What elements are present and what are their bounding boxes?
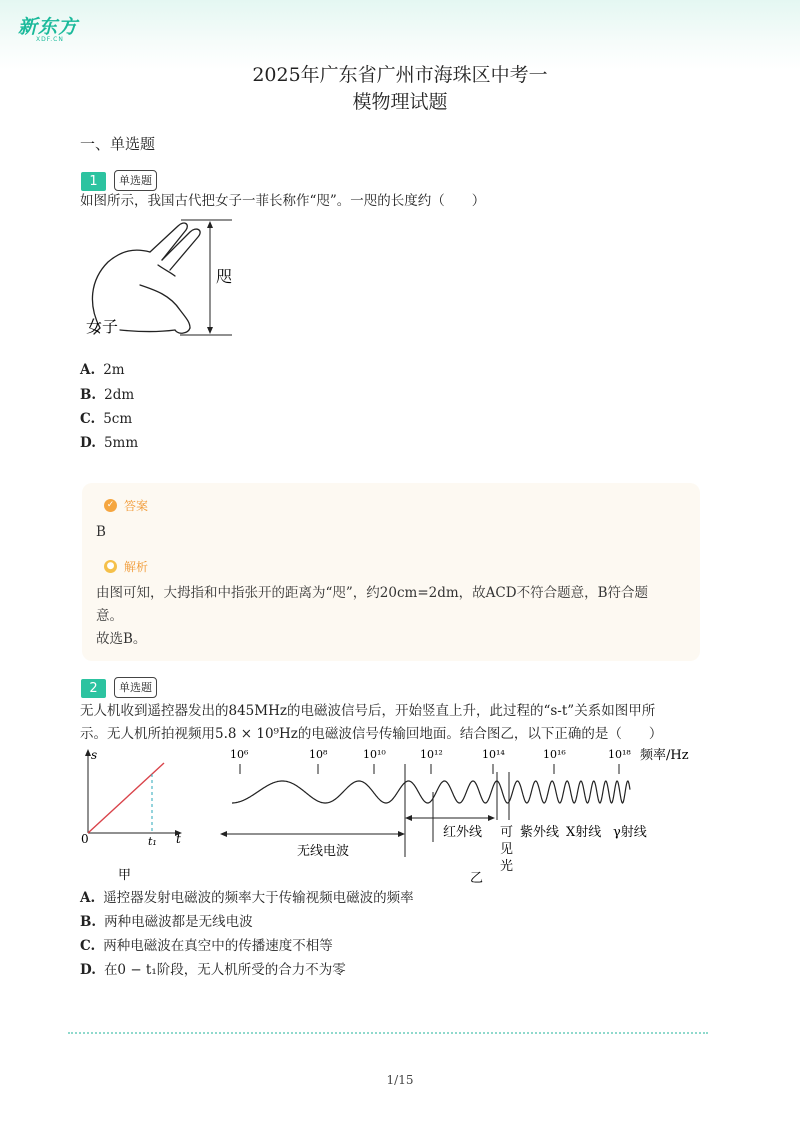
- analysis-line: 意。: [96, 608, 123, 624]
- option-letter: D.: [80, 962, 96, 978]
- infrared-label: 红外线: [443, 825, 483, 840]
- s-axis-label: s: [91, 748, 98, 762]
- freq-label: 10¹⁶: [543, 748, 566, 761]
- option-text: 在0 − t₁阶段，无人机所受的合力不为零: [103, 962, 346, 978]
- freq-label: 10⁸: [309, 748, 328, 761]
- option-text: 2m: [103, 362, 125, 378]
- question-number-badge: 2: [81, 679, 106, 698]
- option-letter: C.: [80, 411, 96, 427]
- analysis-line: 由图可知，大拇指和中指张开的距离为“咫”，约20cm=2dm，故ACD不符合题意，B符合题: [96, 585, 649, 601]
- option-letter: C.: [80, 938, 96, 954]
- t-axis-label: t: [176, 832, 181, 846]
- answer-panel: [82, 483, 700, 661]
- option-c[interactable]: [80, 409, 132, 429]
- question-stem: 如图所示，我国古代把女子一菲长称作“咫”。一咫的长度约（ ）: [80, 193, 486, 209]
- question-stem-line: 无人机收到遥控器发出的845MHz的电磁波信号后，开始竖直上升，此过程的“s-t”关系如图甲所: [80, 703, 656, 719]
- paper-title-line2: 模物理试题: [352, 91, 448, 113]
- option-text: 两种电磁波都是无线电波: [104, 914, 253, 930]
- woman-label: 女子: [86, 317, 119, 336]
- option-text: 2dm: [104, 387, 135, 403]
- page-divider: [68, 1032, 708, 1034]
- section-heading: 一、单选题: [80, 135, 156, 153]
- lightbulb-icon: ●: [104, 560, 117, 573]
- logo-text: 新东方: [18, 16, 79, 38]
- visible-light-label: 光: [500, 859, 514, 874]
- question-type-tag: 单选题: [114, 677, 157, 698]
- figure-caption-yi: 乙: [470, 871, 484, 886]
- question-type-tag: 单选题: [114, 170, 157, 191]
- freq-label: 10¹⁸: [608, 748, 631, 761]
- answer-value: B: [96, 524, 106, 540]
- analysis-label: 解析: [124, 560, 149, 574]
- figure-caption-jia: 甲: [118, 868, 132, 883]
- option-letter: A.: [80, 890, 96, 906]
- freq-label: 10⁶: [230, 748, 249, 761]
- xdf-logo: [18, 12, 82, 46]
- freq-label: 10¹⁴: [482, 748, 505, 761]
- question-number-badge: 1: [81, 172, 106, 191]
- analysis-line: 故选B。: [96, 631, 147, 647]
- option-d[interactable]: [80, 960, 346, 980]
- visible-light-label: 见: [500, 842, 514, 857]
- option-letter: A.: [80, 362, 96, 378]
- option-b[interactable]: [80, 385, 134, 405]
- header-band: [0, 0, 800, 70]
- option-letter: B.: [80, 914, 97, 930]
- question-stem-line: 示。无人机所拍视频用5.8 × 10⁹Hz的电磁波信号传输回地面。结合图乙，以下正确的是（ ）: [80, 726, 663, 742]
- option-text: 5cm: [103, 411, 133, 427]
- ultraviolet-label: 紫外线: [520, 825, 560, 840]
- option-letter: D.: [80, 435, 96, 451]
- option-b[interactable]: [80, 912, 253, 932]
- option-letter: B.: [80, 387, 97, 403]
- option-a[interactable]: [80, 360, 125, 380]
- option-a[interactable]: [80, 888, 414, 908]
- freq-label: 10¹⁰: [363, 748, 386, 761]
- option-text: 两种电磁波在真空中的传播速度不相等: [103, 938, 333, 954]
- logo-subtext: XDF.CN: [36, 36, 64, 43]
- option-d[interactable]: [80, 433, 138, 453]
- st-graph: [78, 745, 188, 885]
- t1-label: t₁: [148, 835, 157, 848]
- wave-path: [232, 781, 630, 803]
- visible-light-label: 可: [500, 825, 514, 840]
- check-icon: ✓: [104, 499, 117, 512]
- option-c[interactable]: [80, 936, 333, 956]
- radio-wave-label: 无线电波: [297, 844, 350, 859]
- paper-title-line1: 2025年广东省广州市海珠区中考一: [252, 64, 548, 86]
- origin-label: 0: [81, 832, 89, 846]
- page-number: 1/15: [386, 1073, 414, 1087]
- freq-label: 10¹²: [420, 748, 443, 761]
- hand-figure: [80, 210, 250, 345]
- em-spectrum: [200, 742, 700, 887]
- zhi-label: 咫: [216, 267, 233, 286]
- option-text: 遥控器发射电磁波的频率大于传输视频电磁波的频率: [103, 890, 414, 906]
- answer-label: 答案: [124, 499, 149, 513]
- frequency-unit-label: 频率/Hz: [640, 748, 689, 763]
- xray-label: X射线: [566, 825, 602, 840]
- gamma-ray-label: γ射线: [613, 825, 647, 840]
- option-text: 5mm: [103, 435, 139, 451]
